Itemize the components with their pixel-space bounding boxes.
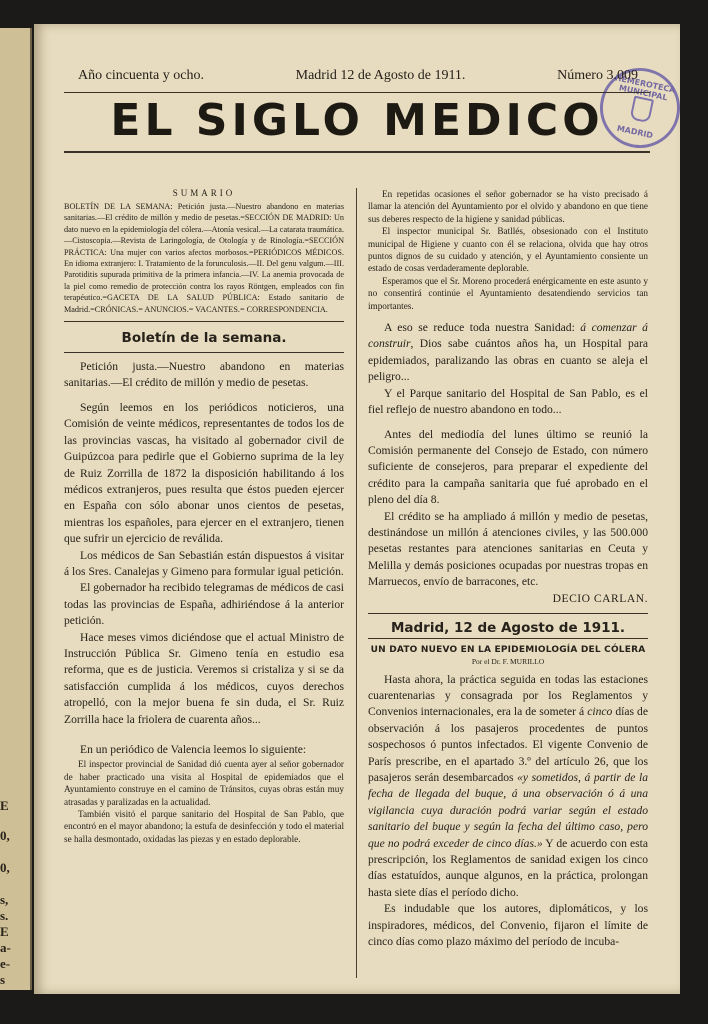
- masthead-rule: [64, 151, 650, 153]
- sumario-text: BOLETÍN DE LA SEMANA: Petición justa.—Nuestro abandono en materias sanitarias.—El crédito de millón y medio de pesetas.=SECCIÓN DE MADRID: Un dato nuevo en la epidemiología del cólera.—Atonía vesical.—La catarata traumática.—Cistoscopia.—Revista de Laringología, de Otología y de Rinología.=SECCIÓN PRÁCTICA: Una mujer con varios afectos morbosos.=PERIÓDICOS MÉDICOS. En idioma extranjero: I. Tratamiento de la forunculosis.—II. Del genu valgum.—III. Parotiditis supurada primitiva de la primera infancia.—IV. La anemia provocada de la piel como remedio de protección contra los rayos Röntgen, empleados con fin terapéutico.=GACETA DE LA SALUD PÚBLICA: Estado sanitario de Madrid.=CRÓNICAS.= ANUNCIOS.= VACANTES.= CORRESPONDENCIA.: [64, 202, 344, 314]
- paragraph: Y el Parque sanitario del Hospital de San Pablo, es el fiel reflejo de nuestro abandono en todo...: [368, 386, 648, 417]
- right-column: [368, 188, 648, 950]
- quoted-paragraph: El inspector provincial de Sanidad dió cuenta ayer al señor gobernador de haber practicado una visita al Hospital de epidemiados que el Ayuntamiento construye en el camino de Tránsitos, cuyas obras están muy atrasadas y paralizadas en la actualidad.: [64, 759, 344, 807]
- paragraph: El crédito se ha ampliado á millón y medio de pesetas, destinándose un millón á atenciones civiles, y las 500.000 pesetas restantes para atenciones sanitarias en Ceuta y Melilla y demás posiciones ocupadas por nuestras tropas en Marruecos, envío de barracones, etc.: [368, 509, 648, 589]
- section-rule: [368, 638, 648, 639]
- left-column: [64, 188, 344, 845]
- left-page-fragment: 0,: [0, 828, 10, 843]
- paragraph: Hace meses vimos diciéndose que el actual Ministro de Instrucción Pública Sr. Gimeno tenía en estudio esa reforma, que es de justicia. Veremos si cristaliza y si se da satisfacción cumplida á los médicos, cuyos derechos atropelló, con la mejor buena fe sin duda, el Sr. Ruiz Zorrilla hace la friolera de cuarenta años...: [64, 630, 344, 726]
- left-page-fragment: s: [0, 972, 6, 987]
- left-page-fragment: 0,: [0, 860, 10, 875]
- adjacent-page-edge: [0, 28, 32, 990]
- quoted-paragraph: Esperamos que el Sr. Moreno procederá enérgicamente en este asunto y no consentirá continúe el Ayuntamiento desatendiendo servicios tan importantes.: [368, 275, 648, 311]
- stamp-bottom-text: MADRID: [616, 123, 654, 141]
- boletin-heading: Boletín de la semana.: [121, 330, 287, 347]
- paragraph: Antes del mediodía del lunes último se reunió la Comisión permanente del Consejo de Estado, con número suficiente de consejeros, para preparar el expediente del crédito para la campaña sanitaria que fué aprobado en el pleno del día 8.: [368, 427, 648, 507]
- quoted-paragraph: También visitó el parque sanitario del Hospital de San Pablo, que encontró en el mayor abandono; la estufa de desinfección y todo el material se halla desmontado, oxidadas las piezas y en estado deplorable.: [64, 809, 344, 844]
- boletin-lead: Petición justa.—Nuestro abandono en materias sanitarias.—El crédito de millón y medio de pesetas.: [64, 360, 344, 390]
- issue-number: Número 3.009: [557, 68, 638, 83]
- left-page-fragment: E: [0, 798, 9, 813]
- section-rule: [64, 321, 344, 322]
- paragraph: A eso se reduce toda nuestra Sanidad: á comenzar á construir, Dios sabe cuántos años ha, un Hospital para epidemiados, paralizando las obras en cuanto se aleja el peligro...: [368, 321, 648, 384]
- paragraph: El gobernador ha recibido telegramas de médicos de casi todas las provincias de España, adhiriéndose á la anterior petición.: [64, 581, 344, 628]
- columns: [64, 188, 650, 978]
- left-page-fragment: a-: [0, 940, 11, 955]
- header-line: [64, 68, 650, 90]
- article-author: Por el Dr. F. MURILLO: [471, 656, 545, 666]
- paragraph: Es indudable que los autores, diplomáticos, y los inspiradores, médicos, del Convenio, fijaron el límite de cinco días como plazo máximo del período de incuba-: [368, 902, 648, 949]
- quoted-paragraph: El inspector municipal Sr. Batllés, obsesionado con el Instituto municipal de Higiene y cuanto con él se relaciona, olvida que hay otros puntos dignos de su cuidado y atención, y el Ayuntamiento consiente un estado de cosas verdaderamente deplorable.: [368, 226, 648, 274]
- newspaper-page: [34, 24, 680, 994]
- madrid-section-heading: Madrid, 12 de Agosto de 1911.: [390, 619, 626, 636]
- page-content: [64, 68, 650, 949]
- masthead-title: EL SIGLO MEDICO: [110, 95, 604, 146]
- column-divider: [356, 188, 357, 978]
- signature: DECIO CARLAN.: [552, 591, 648, 605]
- issue-date: Madrid 12 de Agosto de 1911.: [295, 68, 466, 83]
- sumario-heading: SUMARIO: [172, 188, 236, 198]
- section-rule: [64, 352, 344, 353]
- stamp-top-text: HEMEROTECA MUNICIPAL: [614, 73, 677, 103]
- paragraph: Los médicos de San Sebastián están dispuestos á visitar á los Sres. Canalejas y Gimeno para formular igual petición.: [64, 548, 344, 578]
- article-title: UN DATO NUEVO EN LA EPIDEMIOLOGÍA DEL CÓLERA: [370, 644, 646, 655]
- quoted-paragraph: En repetidas ocasiones el señor gobernador se ha visto precisado á llamar la atención del Ayuntamiento por el olvido y abandono en que tiene sus deberes respecto de la higiene y sanidad públicas.: [368, 189, 648, 224]
- section-rule: [368, 613, 648, 614]
- left-page-fragment: s,: [0, 892, 9, 907]
- paragraph: En un periódico de Valencia leemos lo siguiente:: [80, 743, 307, 756]
- left-page-fragment: s.: [0, 908, 9, 923]
- paragraph: Según leemos en los periódicos noticieros, una Comisión de veinte médicos, representantes de todos los de las provincias vascas, ha visitado al gobernador civil de Guipúzcoa para pedirle que el Gobierno suprima de la ley de Ruiz Zorrilla de 1872 la disposición habilitando á los médicos extranjeros, pues resulta que éstos pueden ejercer en España con sólo abonar unos cientos de pesetas, mientras los españoles, para ejercer en el extranjero, tienen que sufrir un ejercicio de reválida.: [64, 400, 344, 546]
- left-page-fragment: E: [0, 924, 9, 939]
- paragraph: Hasta ahora, la práctica seguida en todas las estaciones cuarentenarias y consagrada por los Reglamentos y Convenios internacionales, era la de someter á cinco días de observación á los pasajeros procedentes de puntos sospechosos ó puntos infectados. El vigente Convenio de París prescribe, en el apartado 3.º del artículo 26, que los pasajeros serán desembarcados «y sometidos, á partir de la fecha de llegada del buque, á una observación ó á una vigilancia cuya duración podrá variar según el estado sanitario del buque y según la fecha del último caso, pero que no podrá exceder de cinco días.» Y de acuerdo con esta prescripción, los Reglamentos de sanidad exigen los cinco días estatuídos, aunque algunos, en la práctica, prolongan hasta siete días el período dicho.: [368, 672, 648, 899]
- left-page-fragment: e-: [0, 956, 11, 971]
- year-label: Año cincuenta y ocho.: [78, 68, 204, 83]
